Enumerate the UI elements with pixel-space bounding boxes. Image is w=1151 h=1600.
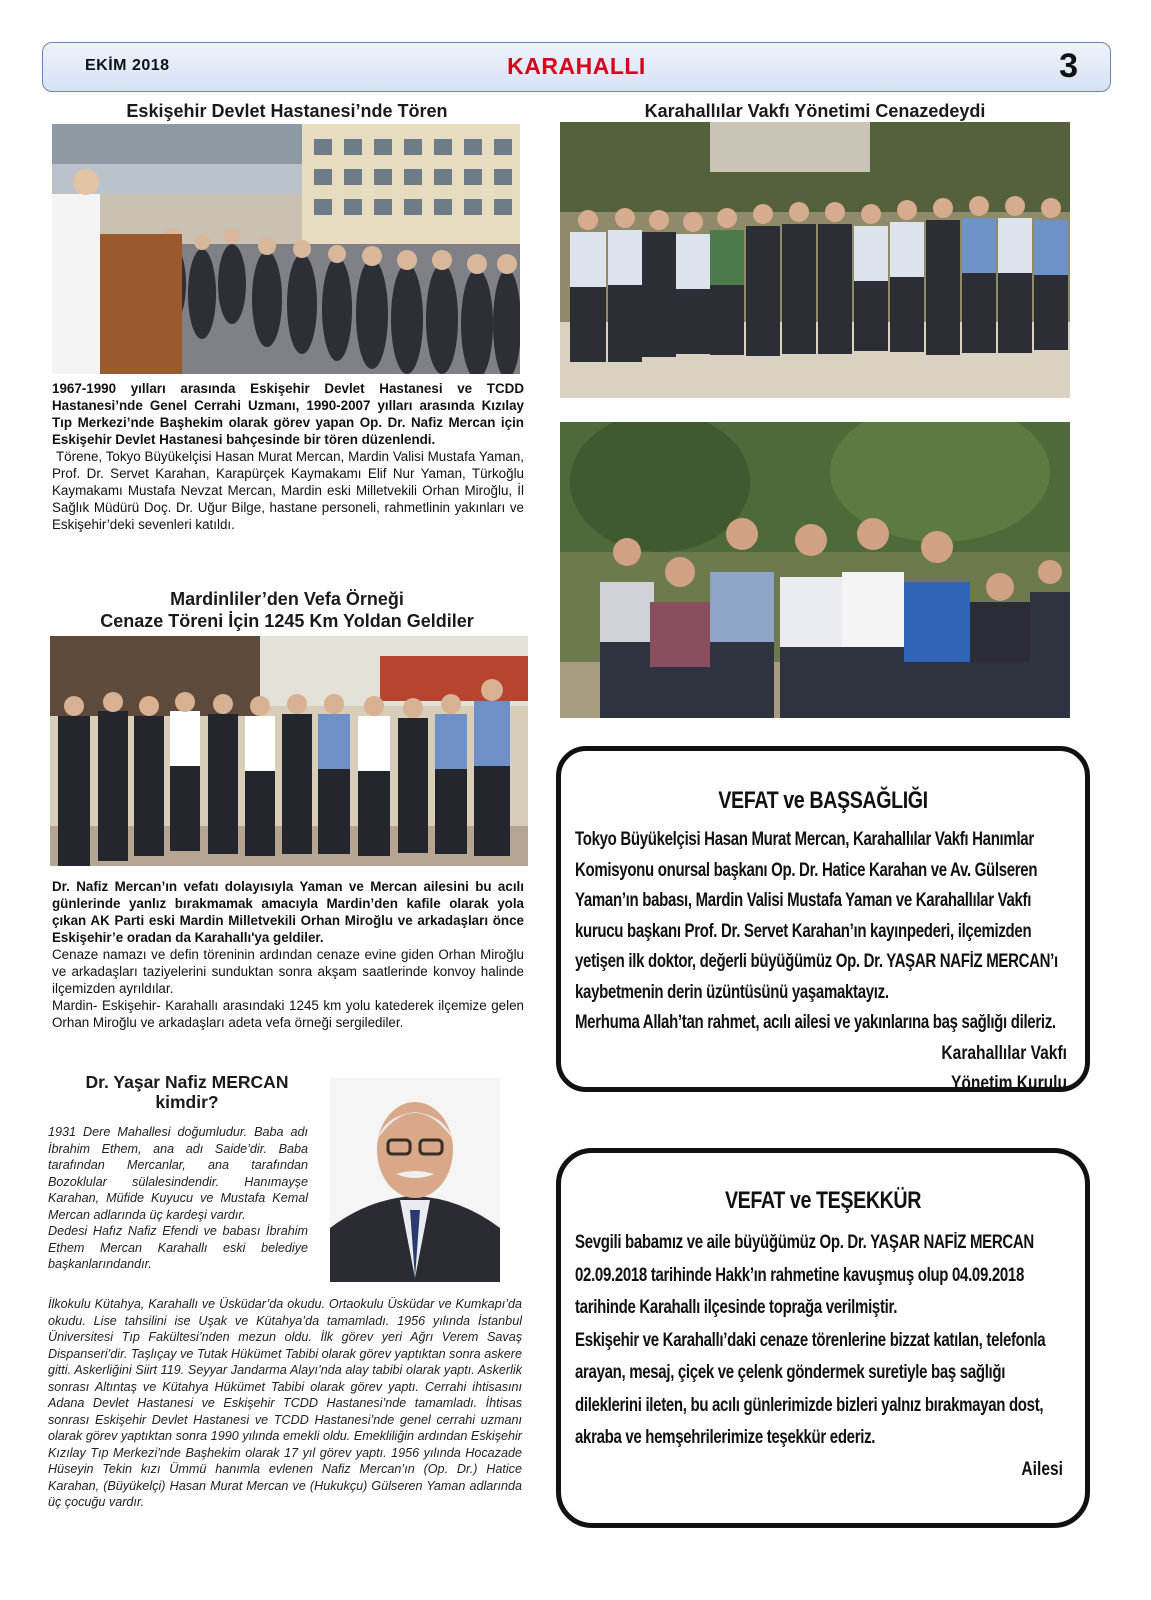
article2-body1: Cenaze namazı ve defin töreninin ardından cenaze evine giden Orhan Miroğlu ve arkadaşları taziyelerini sunduktan sonra akşam saatlerinde konvoy halinde ilçemizden ayrıldılar.	[52, 947, 524, 996]
condolence-notice-title: VEFAT ve BAŞSAĞLIĞI	[718, 787, 928, 814]
article2-headline-line1: Mardinliler’den Vefa Örneği	[170, 589, 404, 609]
foundation-group-photo	[560, 122, 1070, 398]
bio-headline-line1: Dr. Yaşar Nafiz MERCAN	[85, 1072, 289, 1092]
article1-caption	[52, 380, 524, 533]
condolence-notice	[556, 746, 1090, 1092]
article3-headline: Karahallılar Vakfı Yönetimi Cenazedeydi	[644, 101, 986, 121]
thanks-notice	[556, 1148, 1090, 1528]
article2-body2: Mardin- Eskişehir- Karahallı arasındaki 1245 km yolu katederek ilçemize gelen Orhan Miroğlu ve arkadaşları adeta vefa örneği sergilediler.	[52, 998, 524, 1030]
issue-date: EKİM 2018	[85, 57, 170, 74]
bio-career: İlkokulu Kütahya, Karahallı ve Üsküdar’da okudu. Ortaokulu Üsküdar ve Kumkapı’da okudu. Lise tahsilini ise Uşak ve Kütahya’da tamamladı. 1956 yılında İstanbul Üniversitesi Tıp Fakültesi’nden mezun oldu. İlk görev yeri Ağrı Verem Savaş Dispanseri’dir. Taşlıçay ve Tutak Hükümet Tabibi olarak görev yaptıktan sonra askere gitti. Askerliğini Siirt 119. Seyyar Jandarma Alayı’nda alay tabibi olarak yaptı. Askerlik sonrası Altıntaş ve Kütahya Hükümet Tabibi olarak görev yaptı. Cerrahi ihtisasını Adana Devlet Hastanesi ve Eskişehir TCDD Hastanesi’nde tamamladı. İhtisas sonrası Eskişehir Devlet Hastanesi ve TCDD Hastanesi’nde genel cerrahi uzmanı olarak görev yaptıktan sonra 1990 yılında emekli oldu. Emekliliğin ardından Eskişehir Kızılay Tıp Merkezi’nde Başhekim olarak 17 yıl görev yaptı. 1956 yılında Hocazade Hüseyin Tekin kızı Ümmü hanımla evlenen Nafiz Mercan’ın (Op. Dr.) Hatice Karahan, (Büyükelçi) Hasan Murat Mercan ve (Hukukçu) Gülseren Yaman adlarında üç çocuğu vardır.	[48, 1297, 522, 1509]
article2-caption	[52, 878, 524, 1031]
newspaper-title: KARAHALLI	[507, 53, 646, 79]
thanks-notice-title: VEFAT ve TEŞEKKÜR	[724, 1187, 922, 1214]
condolence-line: Komisyonu onursal başkanı Op. Dr. Hatice Karahan ve Av. Gülseren	[575, 859, 1038, 881]
bio-headline	[52, 1072, 322, 1112]
article2-lead: Dr. Nafiz Mercan’ın vefatı dolayısıyla Yaman ve Mercan ailesini bu acılı günlerinde yanlız bırakmamak amacıyla Mardin’den kafile olarak yola çıkan AK Parti eski Mardin Milletvekili Orhan Miroğlu ve arkadaşları önce Eskişehir’e oradan da Karahallı'ya geldiler.	[52, 879, 524, 945]
thanks-line: arayan, mesaj, çiçek ve çelenk göndermek suretiyle baş sağlığı	[575, 1362, 1006, 1383]
thanks-line: akraba ve hemşehrilerimize teşekkür ederiz.	[575, 1427, 876, 1448]
condolence-line: Yaman’ın babası, Mardin Valisi Mustafa Yaman ve Karahallılar Vakfı	[575, 890, 1032, 911]
condolence-line: Merhuma Allah’tan rahmet, acılı ailesi ve yakınlarına baş sağlığı dileriz.	[575, 1012, 1056, 1033]
condolence-line: yetişen ilk doktor, değerli büyüğümüz Op. Dr. YAŞAR NAFİZ MERCAN’ı	[575, 951, 1058, 972]
condolence-signature-1: Karahallılar Vakfı	[941, 1042, 1067, 1064]
condolence-line: kurucu başkanı Prof. Dr. Servet Karahan’ın kayınpederi, ilçemizden	[575, 920, 1032, 942]
thanks-line: tarihinde Karahallı ilçesinde toprağa verilmiştir.	[575, 1297, 898, 1318]
ceremony-photo	[52, 124, 520, 374]
article1-body: Törene, Tokyo Büyükelçisi Hasan Murat Mercan, Mardin Valisi Mustafa Yaman, Prof. Dr. Servet Karahan, Karapürçek Kaymakamı Elif Nur Yaman, Türkoğlu Kaymakamı Mustafa Nevzat Mercan, Mardin eski Milletvekili Orhan Miroğlu, İl Sağlık Müdürü Doç. Dr. Uğur Bilge, hastane personeli, rahmetlinin yakınları ve Eskişehir’deki sevenleri katıldı.	[52, 449, 524, 532]
funeral-group-photo	[560, 422, 1070, 718]
article1-lead: 1967-1990 yılları arasında Eskişehir Devlet Hastanesi ve TCDD Hastanesi’nde Genel Cerrahi Uzmanı, 1990-2007 yılları arasında Kızılay Tıp Merkezi’nde Başhekim olarak görev yapan Op. Dr. Nafiz Mercan için Eskişehir Devlet Hastanesi bahçesinde bir tören düzenlendi.	[52, 381, 524, 447]
article2-headline-line2: Cenaze Töreni İçin 1245 Km Yoldan Geldiler	[100, 611, 474, 631]
bio-intro	[48, 1124, 308, 1273]
bio-para1: 1931 Dere Mahallesi doğumludur. Baba adı İbrahim Ethem, ana adı Saide’dir. Baba tarafından Mercanlar, ana tarafından Bozoklular sülalesindendir. Hanımayşe Karahan, Müfide Kuyucu ve Mustafa Kemal Mercan adlarında üç kardeşi vardır.	[48, 1125, 308, 1222]
thanks-line: Eskişehir ve Karahallı’daki cenaze törenlerine bizzat katılan, telefonla	[575, 1329, 1046, 1351]
thanks-notice-body	[575, 1227, 1095, 1455]
bio-headline-line2: kimdir?	[155, 1092, 219, 1112]
article2-headline	[52, 588, 522, 632]
mardin-group-photo	[50, 636, 528, 866]
article1-headline: Eskişehir Devlet Hastanesi’nde Tören	[126, 101, 448, 121]
condolence-line: kaybetmenin derin üzüntüsünü yaşamaktayız.	[575, 981, 889, 1003]
condolence-line: Tokyo Büyükelçisi Hasan Murat Mercan, Karahallılar Vakfı Hanımlar	[575, 829, 1034, 850]
thanks-line: Sevgili babamız ve aile büyüğümüz Op. Dr. YAŞAR NAFİZ MERCAN	[575, 1232, 1034, 1253]
thanks-signature: Ailesi	[1021, 1458, 1063, 1480]
thanks-line: 02.09.2018 tarihinde Hakk’ın rahmetine kavuşmuş olup 04.09.2018	[575, 1264, 1024, 1286]
condolence-signature-2: Yönetim Kurulu	[951, 1072, 1067, 1094]
page-header	[42, 42, 1111, 92]
bio-para2: Dedesi Hafız Nafiz Efendi ve babası İbrahim Ethem Mercan Karahallı eski belediye başkanlarındandır.	[48, 1224, 308, 1271]
page-number: 3	[1059, 47, 1078, 85]
condolence-notice-body	[575, 825, 1095, 1039]
portrait-photo	[330, 1078, 500, 1282]
thanks-line: dileklerini ileten, bu acılı günlerimizde bizleri yalnız bırakmayan dost,	[575, 1394, 1044, 1416]
